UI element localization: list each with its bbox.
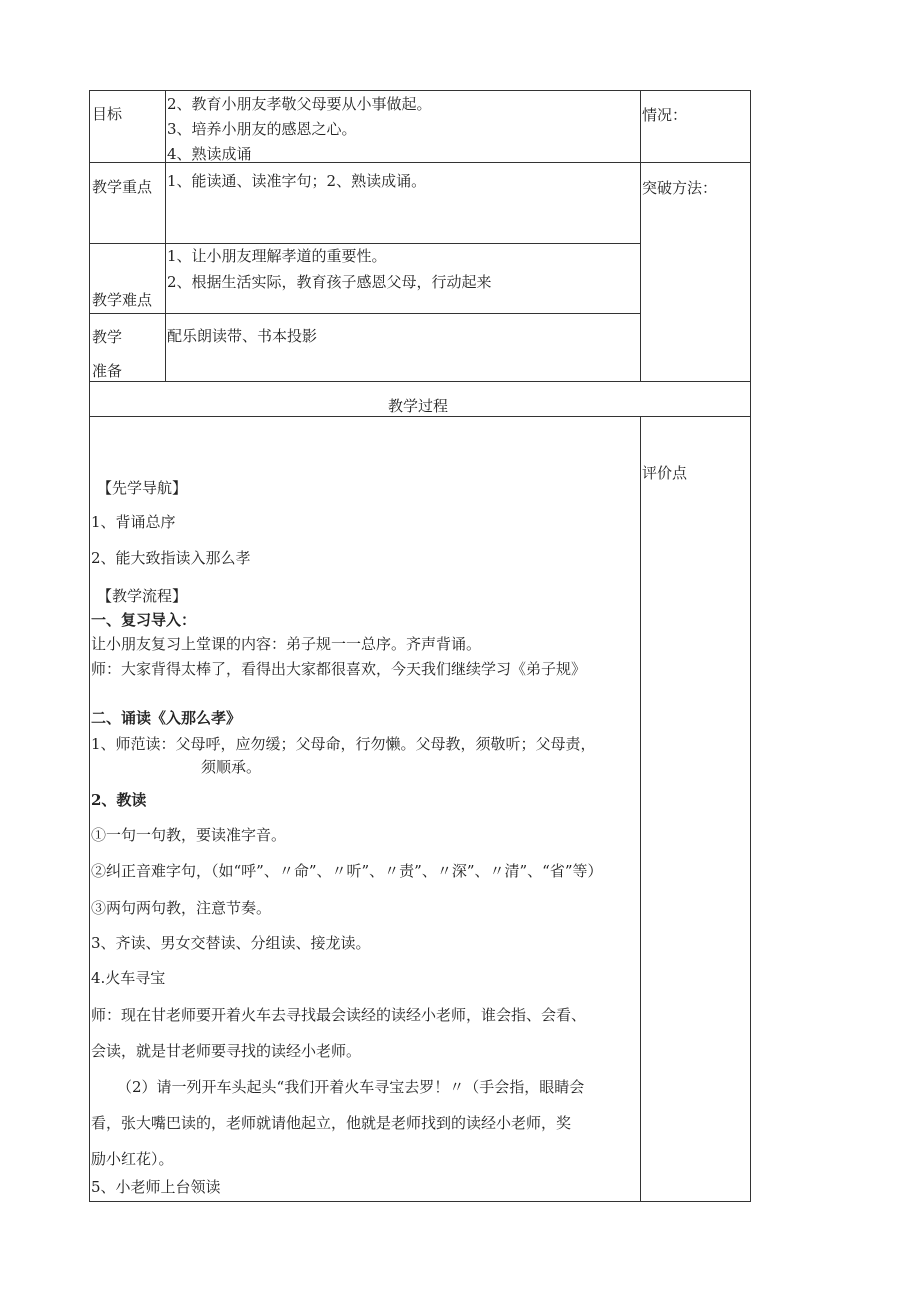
table-left-border (89, 90, 90, 1202)
preparation-label-line2: 准备 (92, 362, 123, 380)
objective-item-2: 3、培养小朋友的感恩之心。 (167, 120, 357, 138)
flow-heading: 【教学流程】 (97, 587, 188, 605)
train-treasure-line-1: 师：现在甘老师要开着火车去寻找最会读经的读经小老师，谁会指、会看、 (91, 1006, 587, 1024)
row-divider-5 (89, 416, 750, 417)
little-teacher-item: 5、小老师上台领读 (91, 1178, 221, 1196)
row-divider-3 (89, 313, 640, 314)
side-column-divider (640, 90, 641, 381)
situation-label: 情况： (642, 106, 688, 124)
model-reading-line-2: 须顺承。 (201, 758, 262, 776)
table-right-border (750, 90, 751, 1202)
process-title: 教学过程 (388, 397, 449, 415)
pre-study-item-1: 1、背诵总序 (91, 513, 176, 531)
objective-item-3: 4、熟读成诵 (167, 145, 252, 163)
train-treasure-sub-line-3: 励小红花）。 (91, 1150, 174, 1168)
train-treasure-line-2: 会读，就是甘老师要寻找的读经小老师。 (91, 1042, 362, 1060)
evaluation-column-divider (640, 416, 641, 1202)
table-bottom-border (89, 1201, 751, 1202)
objective-item-1: 2、教育小朋友孝敬父母要从小事做起。 (167, 95, 432, 113)
section1-line-2: 师：大家背得太棒了，看得出大家都很喜欢，今天我们继续学习《弟子规》 (91, 660, 587, 678)
teach-reading-title: 2、教读 (91, 791, 147, 809)
pre-study-item-2: 2、能大致指读入那么孝 (91, 549, 251, 567)
teach-reading-step-2: ②纠正音难字句，（如“呼”、〃命”、〃听”、〃责”、〃深”、〃清”、“省”等） (91, 862, 603, 880)
teach-reading-step-1: ①一句一句教，要读准字音。 (91, 826, 287, 844)
teach-reading-step-3: ③两句两句教，注意节奏。 (91, 899, 272, 917)
preparation-content: 配乐朗读带、书本投影 (167, 327, 318, 345)
train-treasure-sub-line-2: 看，张大嘴巴读的，老师就请他起立，他就是老师找到的读经小老师，奖 (91, 1114, 572, 1132)
breakthrough-method-label: 突破方法： (642, 179, 718, 197)
section1-title: 一、复习导入： (91, 611, 197, 629)
label-column-divider (165, 90, 166, 381)
difficulties-label: 教学难点 (92, 291, 153, 309)
table-top-border (89, 90, 750, 91)
difficulty-item-1: 1、让小朋友理解孝道的重要性。 (167, 247, 387, 265)
key-points-content: 1、能读通、读准字句；2、熟读成诵。 (167, 172, 427, 190)
train-treasure-sub-line-1: （2）请一列开车头起头“我们开着火车寻宝去罗！〃（手会指，眼睛会 (117, 1078, 585, 1096)
preparation-label-line1: 教学 (92, 328, 123, 346)
section1-line-1: 让小朋友复习上堂课的内容：弟子规一一总序。齐声背诵。 (91, 635, 482, 653)
pre-study-heading: 【先学导航】 (97, 479, 188, 497)
difficulty-item-2: 2、根据生活实际，教育孩子感恩父母，行动起来 (167, 273, 492, 291)
key-points-label: 教学重点 (92, 178, 153, 196)
model-reading-line-1: 1、师范读：父母呼，应勿缓；父母命，行勿懒。父母教，须敬听；父母责， (91, 735, 596, 753)
row-divider-2 (89, 243, 640, 244)
row-divider-4 (89, 381, 750, 382)
group-reading-item: 3、齐读、男女交替读、分组读、接龙读。 (91, 934, 371, 952)
evaluation-label: 评价点 (642, 464, 688, 482)
objectives-label: 目标 (92, 105, 123, 123)
section2-title: 二、诵读《入那么孝》 (91, 709, 242, 727)
train-treasure-title: 4.火车寻宝 (91, 969, 166, 987)
